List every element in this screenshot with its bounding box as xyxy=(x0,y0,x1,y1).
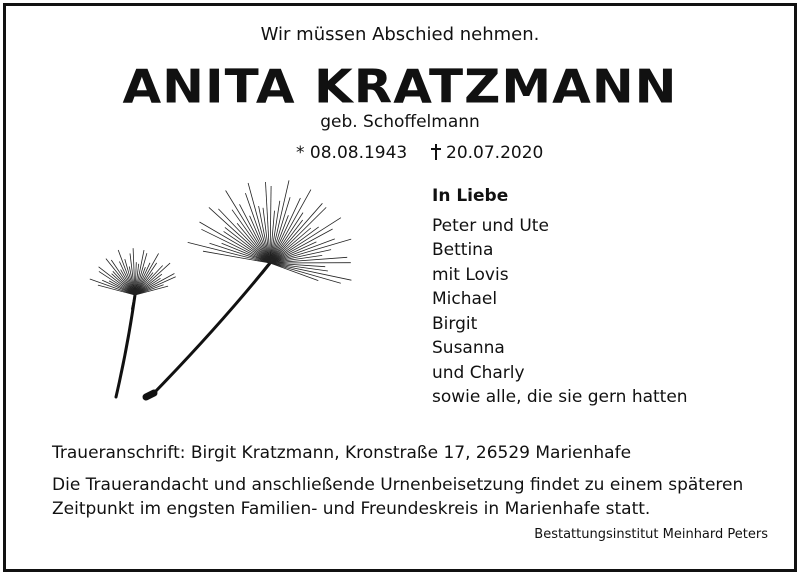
undertaker-name: Bestattungsinstitut Meinhard Peters xyxy=(534,527,768,542)
notice-line: Die Trauerandacht und anschließende Urnenbeisetzung findet zu einem späteren xyxy=(52,475,744,495)
family-member: Susanna xyxy=(432,338,505,358)
family-member: Birgit xyxy=(432,313,478,334)
death-date: 20.07.2020 xyxy=(446,143,544,163)
dandelion-seeds-illustration xyxy=(80,175,380,405)
notice-line: Zeitpunkt im engsten Familien- und Freundeskreis in Marienhafe statt. xyxy=(52,499,651,519)
family-member: sowie alle, die sie gern hatten xyxy=(432,387,688,407)
family-member: Michael xyxy=(432,289,498,309)
death-date-block xyxy=(430,143,543,163)
deceased-name: ANITA KRATZMANN xyxy=(122,60,678,114)
maiden-name: geb. Schoffelmann xyxy=(320,112,480,132)
family-member: mit Lovis xyxy=(432,264,509,285)
family-member: Peter und Ute xyxy=(432,215,549,236)
family-member: und Charly xyxy=(432,362,525,383)
intro-line: Wir müssen Abschied nehmen. xyxy=(260,24,540,45)
cross-icon xyxy=(430,144,442,160)
mourning-address: Traueranschrift: Birgit Kratzmann, Kronstraße 17, 26529 Marienhafe xyxy=(52,443,632,463)
birth-date: * 08.08.1943 xyxy=(296,143,408,163)
family-heading: In Liebe xyxy=(432,186,509,206)
ceremony-notice xyxy=(52,473,772,521)
family-list xyxy=(432,184,688,410)
family-member: Bettina xyxy=(432,240,494,260)
